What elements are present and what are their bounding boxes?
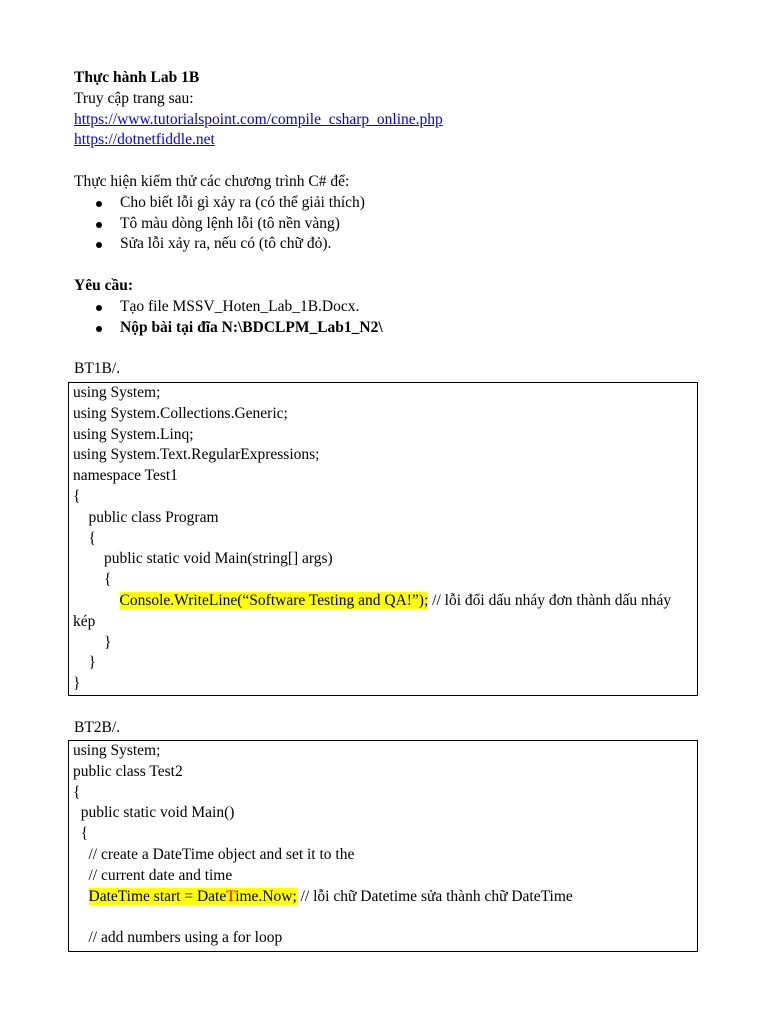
code-line: public class Test2 [73, 762, 183, 780]
lab-title: Thực hành Lab 1B [74, 69, 200, 86]
task-bullet-1: Cho biết lỗi gì xảy ra (có thể giải thích) [74, 193, 704, 214]
code-line: { [73, 571, 112, 589]
bt1-code-box [68, 382, 698, 696]
code-line: public static void Main(string[] args) [73, 550, 333, 568]
link-dotnetfiddle[interactable]: https://dotnetfiddle.net [74, 131, 215, 149]
code-line: using System.Linq; [73, 425, 194, 443]
code-line: } [73, 654, 96, 672]
requirement-item-1: Tạo file MSSV_Hoten_Lab_1B.Docx. [74, 297, 704, 318]
link-tutorialspoint[interactable]: https://www.tutorialspoint.com/compile_csharp_online.php [74, 110, 443, 128]
access-text: Truy cập trang sau: [74, 89, 194, 107]
requirement-item-2: Nộp bài tại đĩa N:\BDCLPM_Lab1_N2\ [74, 318, 704, 339]
code-line: { [73, 487, 81, 505]
code-line: using System.Collections.Generic; [73, 404, 288, 422]
task-bullet-2: Tô màu dòng lệnh lỗi (tô nền vàng) [74, 214, 704, 235]
code-line: { [73, 529, 96, 547]
fixed-character: T [226, 887, 236, 905]
code-line: using System; [73, 384, 161, 401]
code-line [73, 907, 693, 928]
error-comment: // lỗi đổi dấu nháy đơn thành dấu nháy kép [73, 591, 672, 630]
requirements-title: Yêu cầu: [74, 276, 133, 294]
code-line: public static void Main() [73, 804, 235, 822]
code-line: // current date and time [73, 866, 233, 884]
error-highlight: Console.WriteLine(“Software Testing and QA!”); [119, 591, 429, 609]
error-comment: // lỗi chữ Datetime sửa thành chữ DateTime [296, 887, 573, 905]
task-bullet-list [74, 193, 704, 255]
bt2-label: BT2B/. [74, 719, 121, 736]
code-line: } [73, 675, 81, 693]
bt1-label: BT1B/. [74, 360, 121, 378]
task-intro: Thực hiện kiểm thử các chương trình C# để: [74, 172, 350, 190]
code-line: using System.Text.RegularExpressions; [73, 446, 320, 464]
code-line: // add numbers using a for loop [73, 929, 283, 947]
code-line: using System; [73, 742, 161, 759]
code-line: { [73, 825, 89, 843]
error-code-line [73, 591, 693, 633]
requirements-list [74, 297, 704, 339]
task-bullet-3: Sửa lỗi xảy ra, nếu có (tô chữ đỏ). [74, 234, 704, 255]
code-line: // create a DateTime object and set it to the [73, 845, 355, 863]
bt2-code-box [68, 740, 698, 952]
code-line: { [73, 783, 81, 801]
error-code-line [73, 887, 693, 908]
document-page [74, 68, 704, 380]
code-line: public class Program [73, 508, 219, 526]
code-line: namespace Test1 [73, 467, 178, 485]
code-line: } [73, 633, 112, 651]
error-highlight: DateTime start = DateTime.Now; [88, 887, 297, 905]
